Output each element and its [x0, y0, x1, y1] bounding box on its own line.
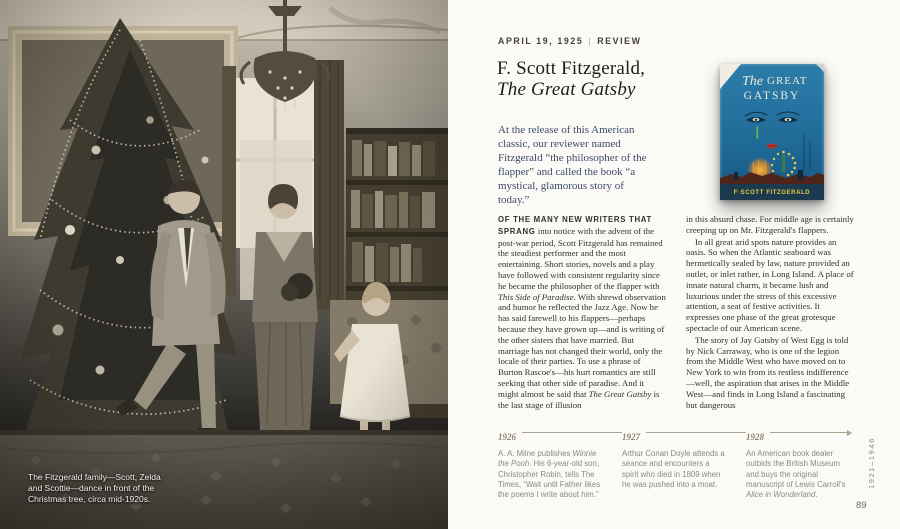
great-gatsby-book-cover: [720, 64, 824, 200]
kicker-separator: |: [588, 36, 593, 46]
cover-word-gatsby: GATSBY: [743, 90, 801, 102]
kicker-date: APRIL 19, 1925: [498, 36, 584, 46]
title-line-1: F. Scott Fitzgerald,: [497, 58, 646, 79]
timeline-entry-text: A. A. Milne publishes Winnie the Pooh. His 6-year-old son, Christopher Robin, tells The Times, “Wait until Father likes the poems I write about him.”: [498, 449, 601, 500]
chapter-range-label: 1921–1946: [867, 437, 876, 489]
photo-caption: The Fitzgerald family—Scott, Zelda and Scottie—dance in front of the Christmas tree, circa mid-1920s.: [28, 472, 161, 505]
timeline-entry-1927: [622, 427, 728, 500]
book-cover-art: [720, 64, 824, 200]
article-paragraph: The story of Jay Gatsby of West Egg is told by Nick Carraway, who is one of the legion from the Middle West who have moved on to New York to win from its restless indifference—well, the aspiration that arises in the Middle West—and finds in Long Island a fascinating but dangerous: [686, 334, 850, 410]
article-paragraph: in this absurd chase. For middle age is certainly creeping up on Mr. Fitzgerald's flappers.: [686, 214, 854, 235]
article-column-2: [686, 214, 854, 418]
timeline-year: 1927: [622, 432, 646, 443]
cover-green-tear: [756, 126, 758, 139]
kicker-section: REVIEW: [597, 36, 642, 46]
title-line-2: The Great Gatsby: [497, 79, 636, 101]
page-number: 89: [856, 500, 867, 511]
timeline-entry-text: Arthur Conan Doyle attends a séance and encounters a spirit who died in 1809 when he was pushed into a moat.: [622, 449, 725, 489]
article-paragraph: In all great arid spots nature provides an oasis. So when the Atlantic seaboard was hermetically sealed by law, nature provided an outlet, or inlet rather, in Long Island. A place of innate natural charm, it became lush and luxurious under the stress of this excessive attention, a seat of festive activities. It expresses one phase of the great grotesque spectacle of our American scene.: [686, 236, 854, 333]
fitzgerald-family-photo: [0, 0, 448, 529]
article-column-1: [498, 214, 666, 418]
photo-illustration: [0, 0, 448, 529]
timeline-year: 1928: [746, 432, 770, 443]
article-title: [497, 58, 645, 101]
cover-author: F·SCOTT FITZGERALD: [733, 190, 811, 196]
timeline-year: 1926: [498, 432, 522, 443]
timeline-entry-1926: [498, 427, 604, 500]
article-paragraph: OF THE MANY NEW WRITERS THAT SPRANG into notice with the advent of the post-war period, Scott Fitzgerald has remained the steadiest performer and the most entertaining. Short stories, novels and a play have followed with consistent regularity since he became the philosopher of the flapper with This Side of Paradise. With shrewd observation and humor he reflected the Jazz Age. Now he has said farewell to his flappers—perhaps because they have grown up—and is writing of the other sisters that have married. But marriage has not changed their world, only the locale of their parties. To use a phrase of Burton Rascoe's—his hurt romantics are still seeking that other side of paradise. And it might almost be said that The Great Gatsby is the last stage of illusion: [498, 215, 666, 410]
cover-word-great: GREAT: [767, 75, 808, 87]
timeline-entry-text: An American book dealer outbids the British Museum and buys the original manuscript of Lewis Carroll's Alice in Wonderland.: [746, 449, 846, 500]
pull-quote: At the release of this American classic, our reviewer named Fitzgerald “the philosopher of the flapper” and called the book “a mystical, glamorous story of today.”: [498, 124, 647, 207]
cover-lips: [767, 144, 778, 149]
article-kicker: [498, 36, 642, 46]
timeline-entry-1928: [746, 427, 852, 500]
cover-word-the: The: [742, 74, 763, 89]
timeline: [498, 427, 852, 500]
